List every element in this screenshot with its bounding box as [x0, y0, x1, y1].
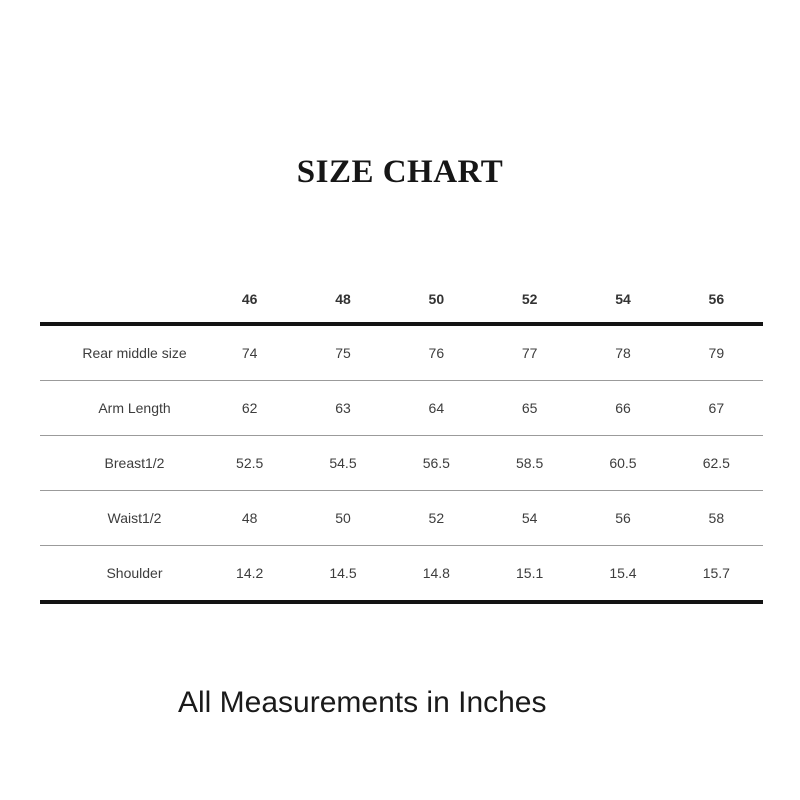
measurement-value: 15.7: [702, 565, 730, 581]
measurement-value: 48: [241, 510, 258, 526]
table-row: [40, 381, 763, 436]
measurement-value: 56.5: [422, 455, 450, 471]
measurement-value: 54.5: [329, 455, 357, 471]
measurement-value: 60.5: [609, 455, 637, 471]
table-row: [40, 324, 763, 381]
measurement-value: 52: [428, 510, 445, 526]
measurement-value: 52.5: [236, 455, 264, 471]
measurement-value: 15.1: [516, 565, 544, 581]
measurement-value: 15.4: [609, 565, 637, 581]
table-row: [40, 436, 763, 491]
measurements-unit-note: All Measurements in Inches: [178, 686, 547, 719]
size-table-body: [40, 324, 763, 602]
measurement-value: 62.5: [702, 455, 730, 471]
table-row: [40, 491, 763, 546]
measurement-value: 63: [335, 400, 351, 416]
measurement-value: 74: [241, 345, 258, 361]
size-column-header: 50: [428, 291, 445, 307]
row-label: Arm Length: [98, 400, 171, 416]
measurement-value: 64: [428, 400, 445, 416]
size-column-header: 52: [521, 291, 538, 307]
measurement-value: 78: [615, 345, 631, 361]
row-label: Breast1/2: [104, 455, 165, 471]
row-label-column-header: [40, 276, 203, 324]
measurement-value: 14.2: [236, 565, 264, 581]
row-label: Rear middle size: [82, 345, 187, 361]
row-label: Shoulder: [106, 565, 163, 581]
measurement-value: 75: [335, 345, 351, 361]
measurement-value: 62: [241, 400, 258, 416]
row-label: Waist1/2: [107, 510, 162, 526]
measurement-value: 56: [615, 510, 631, 526]
measurement-value: 50: [335, 510, 351, 526]
size-column-header: 48: [335, 291, 351, 307]
measurement-value: 14.5: [329, 565, 357, 581]
size-header-row: [40, 276, 763, 324]
table-row: [40, 546, 763, 603]
measurement-value: 58: [708, 510, 725, 526]
measurement-value: 65: [521, 400, 538, 416]
size-column-header: 56: [708, 291, 725, 307]
size-column-header: 46: [241, 291, 258, 307]
measurement-value: 66: [615, 400, 631, 416]
measurement-value: 79: [708, 345, 725, 361]
page-title: SIZE CHART: [296, 154, 504, 190]
measurement-value: 14.8: [422, 565, 450, 581]
measurement-value: 77: [521, 345, 538, 361]
size-column-header: 54: [615, 291, 631, 307]
measurement-value: 76: [428, 345, 445, 361]
size-chart-table: [40, 276, 763, 604]
size-table-header: [40, 276, 763, 324]
measurement-value: 67: [708, 400, 725, 416]
measurement-value: 58.5: [516, 455, 544, 471]
measurement-value: 54: [521, 510, 538, 526]
